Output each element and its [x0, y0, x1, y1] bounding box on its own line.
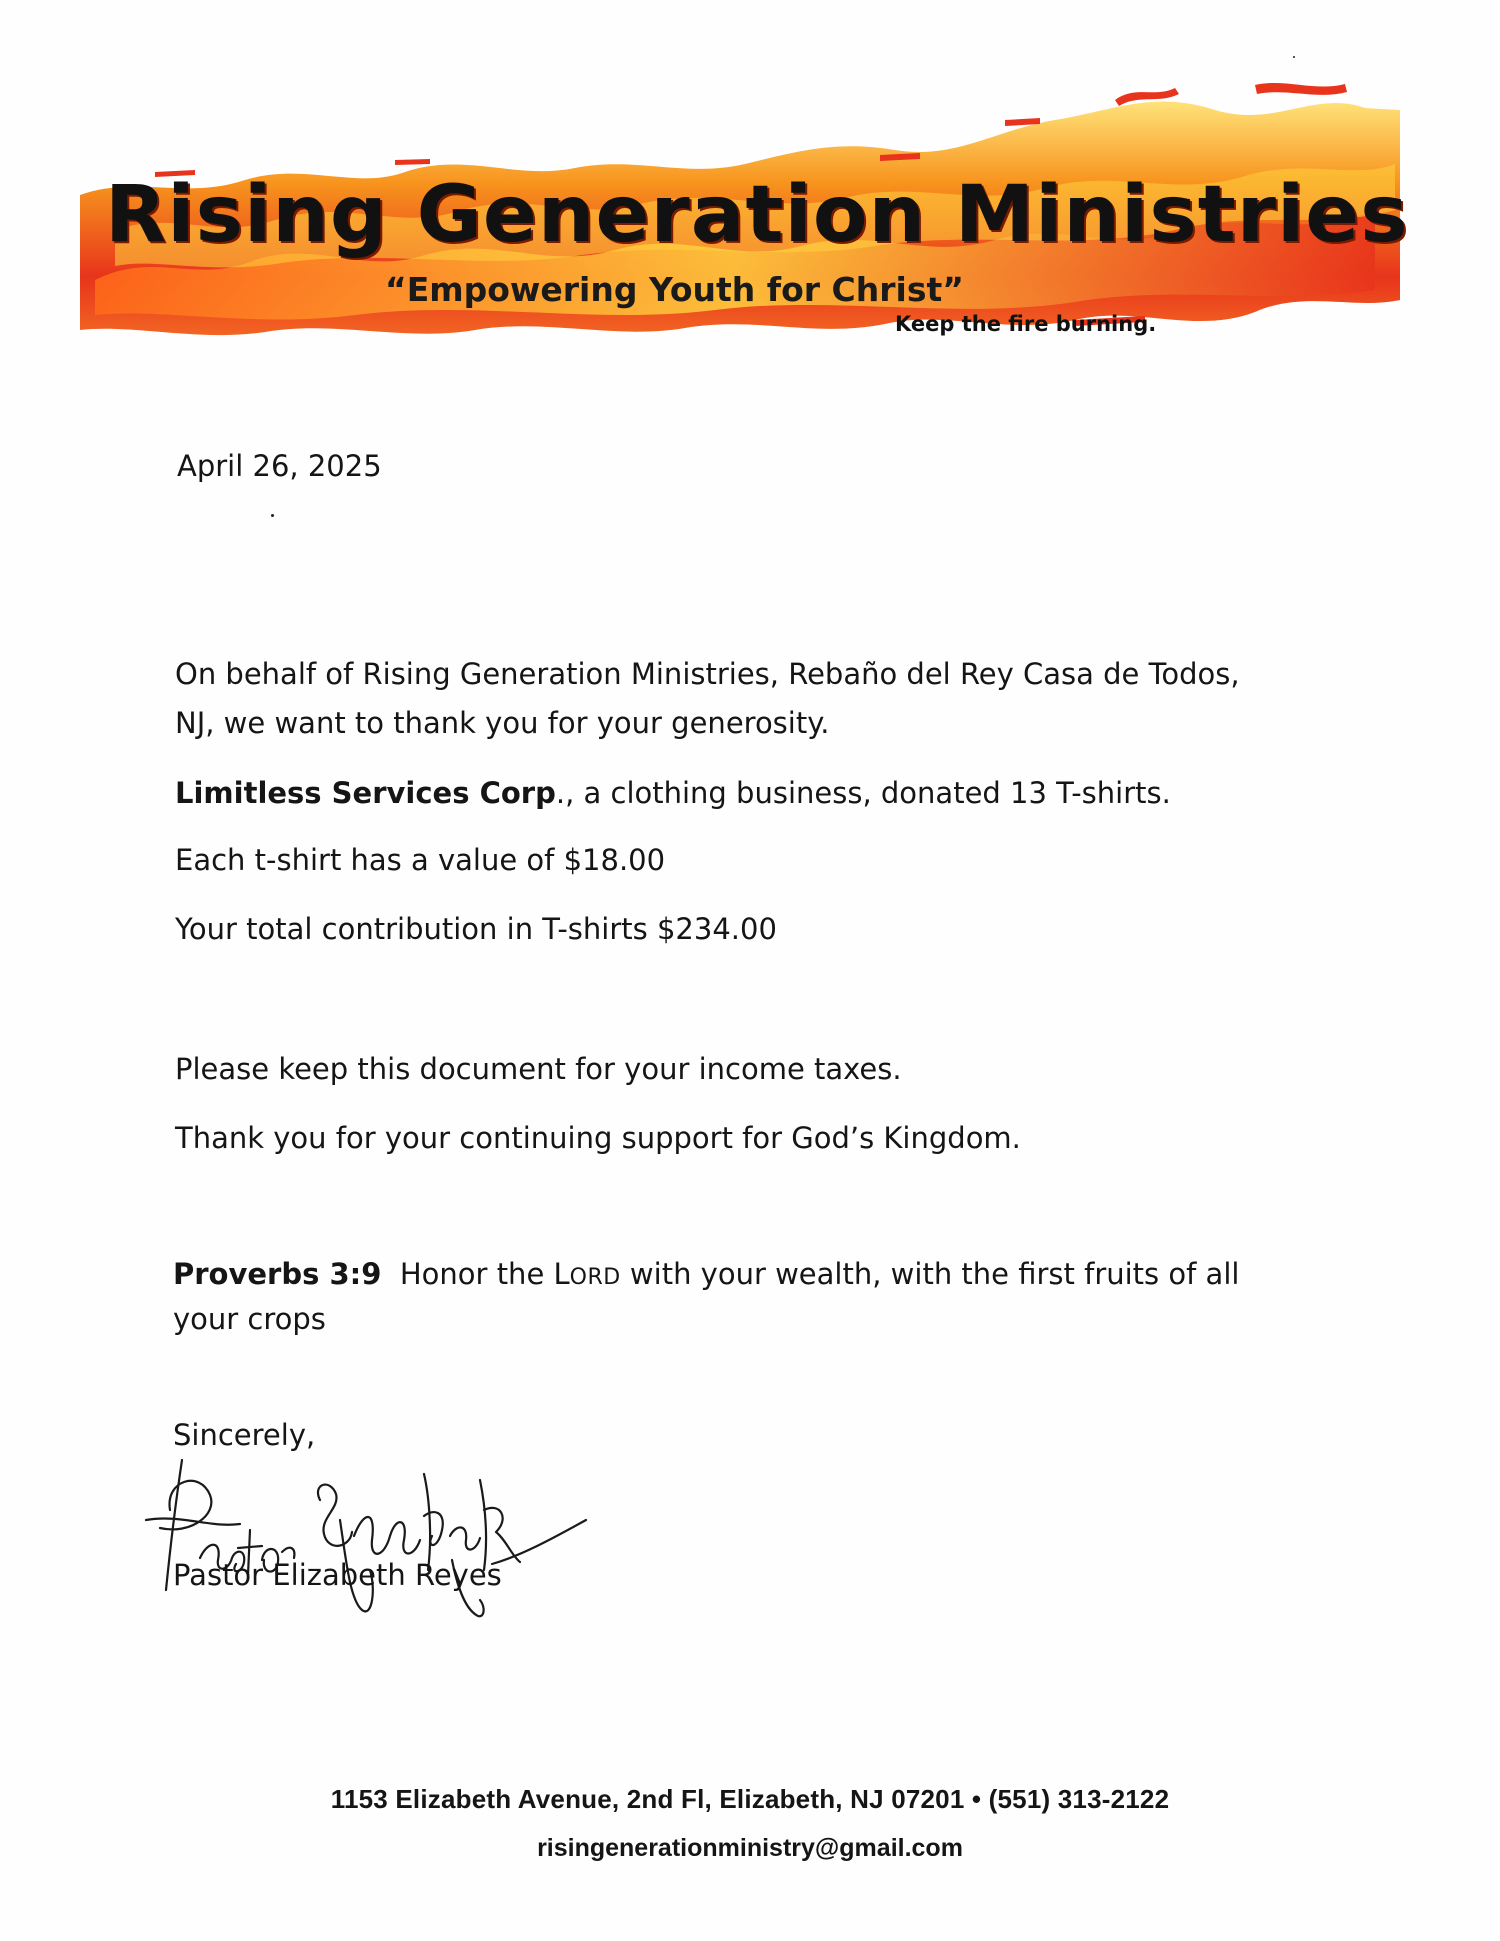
- handwritten-signature: [140, 1440, 600, 1640]
- bible-verse-line2: your crops: [173, 1302, 326, 1336]
- organization-name: Rising Generation Ministries: [105, 170, 1409, 260]
- letterhead-banner: [75, 80, 1409, 340]
- donor-name: Limitless Services Corp: [175, 776, 556, 810]
- verse-text-part2: with your wealth, with the first fruits of all: [620, 1257, 1240, 1291]
- thanks-paragraph-line1: On behalf of Rising Generation Ministries, Rebaño del Rey Casa de Todos,: [175, 657, 1240, 691]
- footer-email: risingenerationministry@gmail.com: [537, 1834, 963, 1862]
- footer-address: 1153 Elizabeth Avenue, 2nd Fl, Elizabeth, NJ 07201 • (551) 313-2122: [330, 1784, 1170, 1814]
- tax-notice-line: Please keep this document for your income taxes.: [175, 1052, 902, 1086]
- bible-verse: [173, 1256, 1239, 1292]
- unit-value-line: Each t-shirt has a value of $18.00: [175, 843, 666, 877]
- organization-slogan: Keep the fire burning.: [895, 312, 1157, 336]
- donation-statement: [175, 775, 1171, 811]
- scan-speck: [1293, 56, 1295, 58]
- verse-text-part1: Honor the L: [399, 1257, 570, 1291]
- thanks-paragraph-line2: NJ, we want to thank you for your generosity.: [175, 706, 830, 740]
- scan-speck: [271, 514, 274, 517]
- verse-text-smallcaps: ORD: [569, 1265, 621, 1290]
- organization-tagline: “Empowering Youth for Christ”: [385, 270, 964, 309]
- closing-thanks-line: Thank you for your continuing support for God’s Kingdom.: [175, 1121, 1021, 1155]
- donation-detail: ., a clothing business, donated 13 T-shirts.: [555, 776, 1171, 810]
- signer-name: Pastor Elizabeth Reyes: [173, 1558, 502, 1592]
- letter-date: April 26, 2025: [177, 449, 382, 483]
- verse-reference: Proverbs 3:9: [173, 1257, 382, 1291]
- closing-salutation: Sincerely,: [173, 1418, 316, 1452]
- total-contribution-line: Your total contribution in T-shirts $234.00: [175, 912, 777, 946]
